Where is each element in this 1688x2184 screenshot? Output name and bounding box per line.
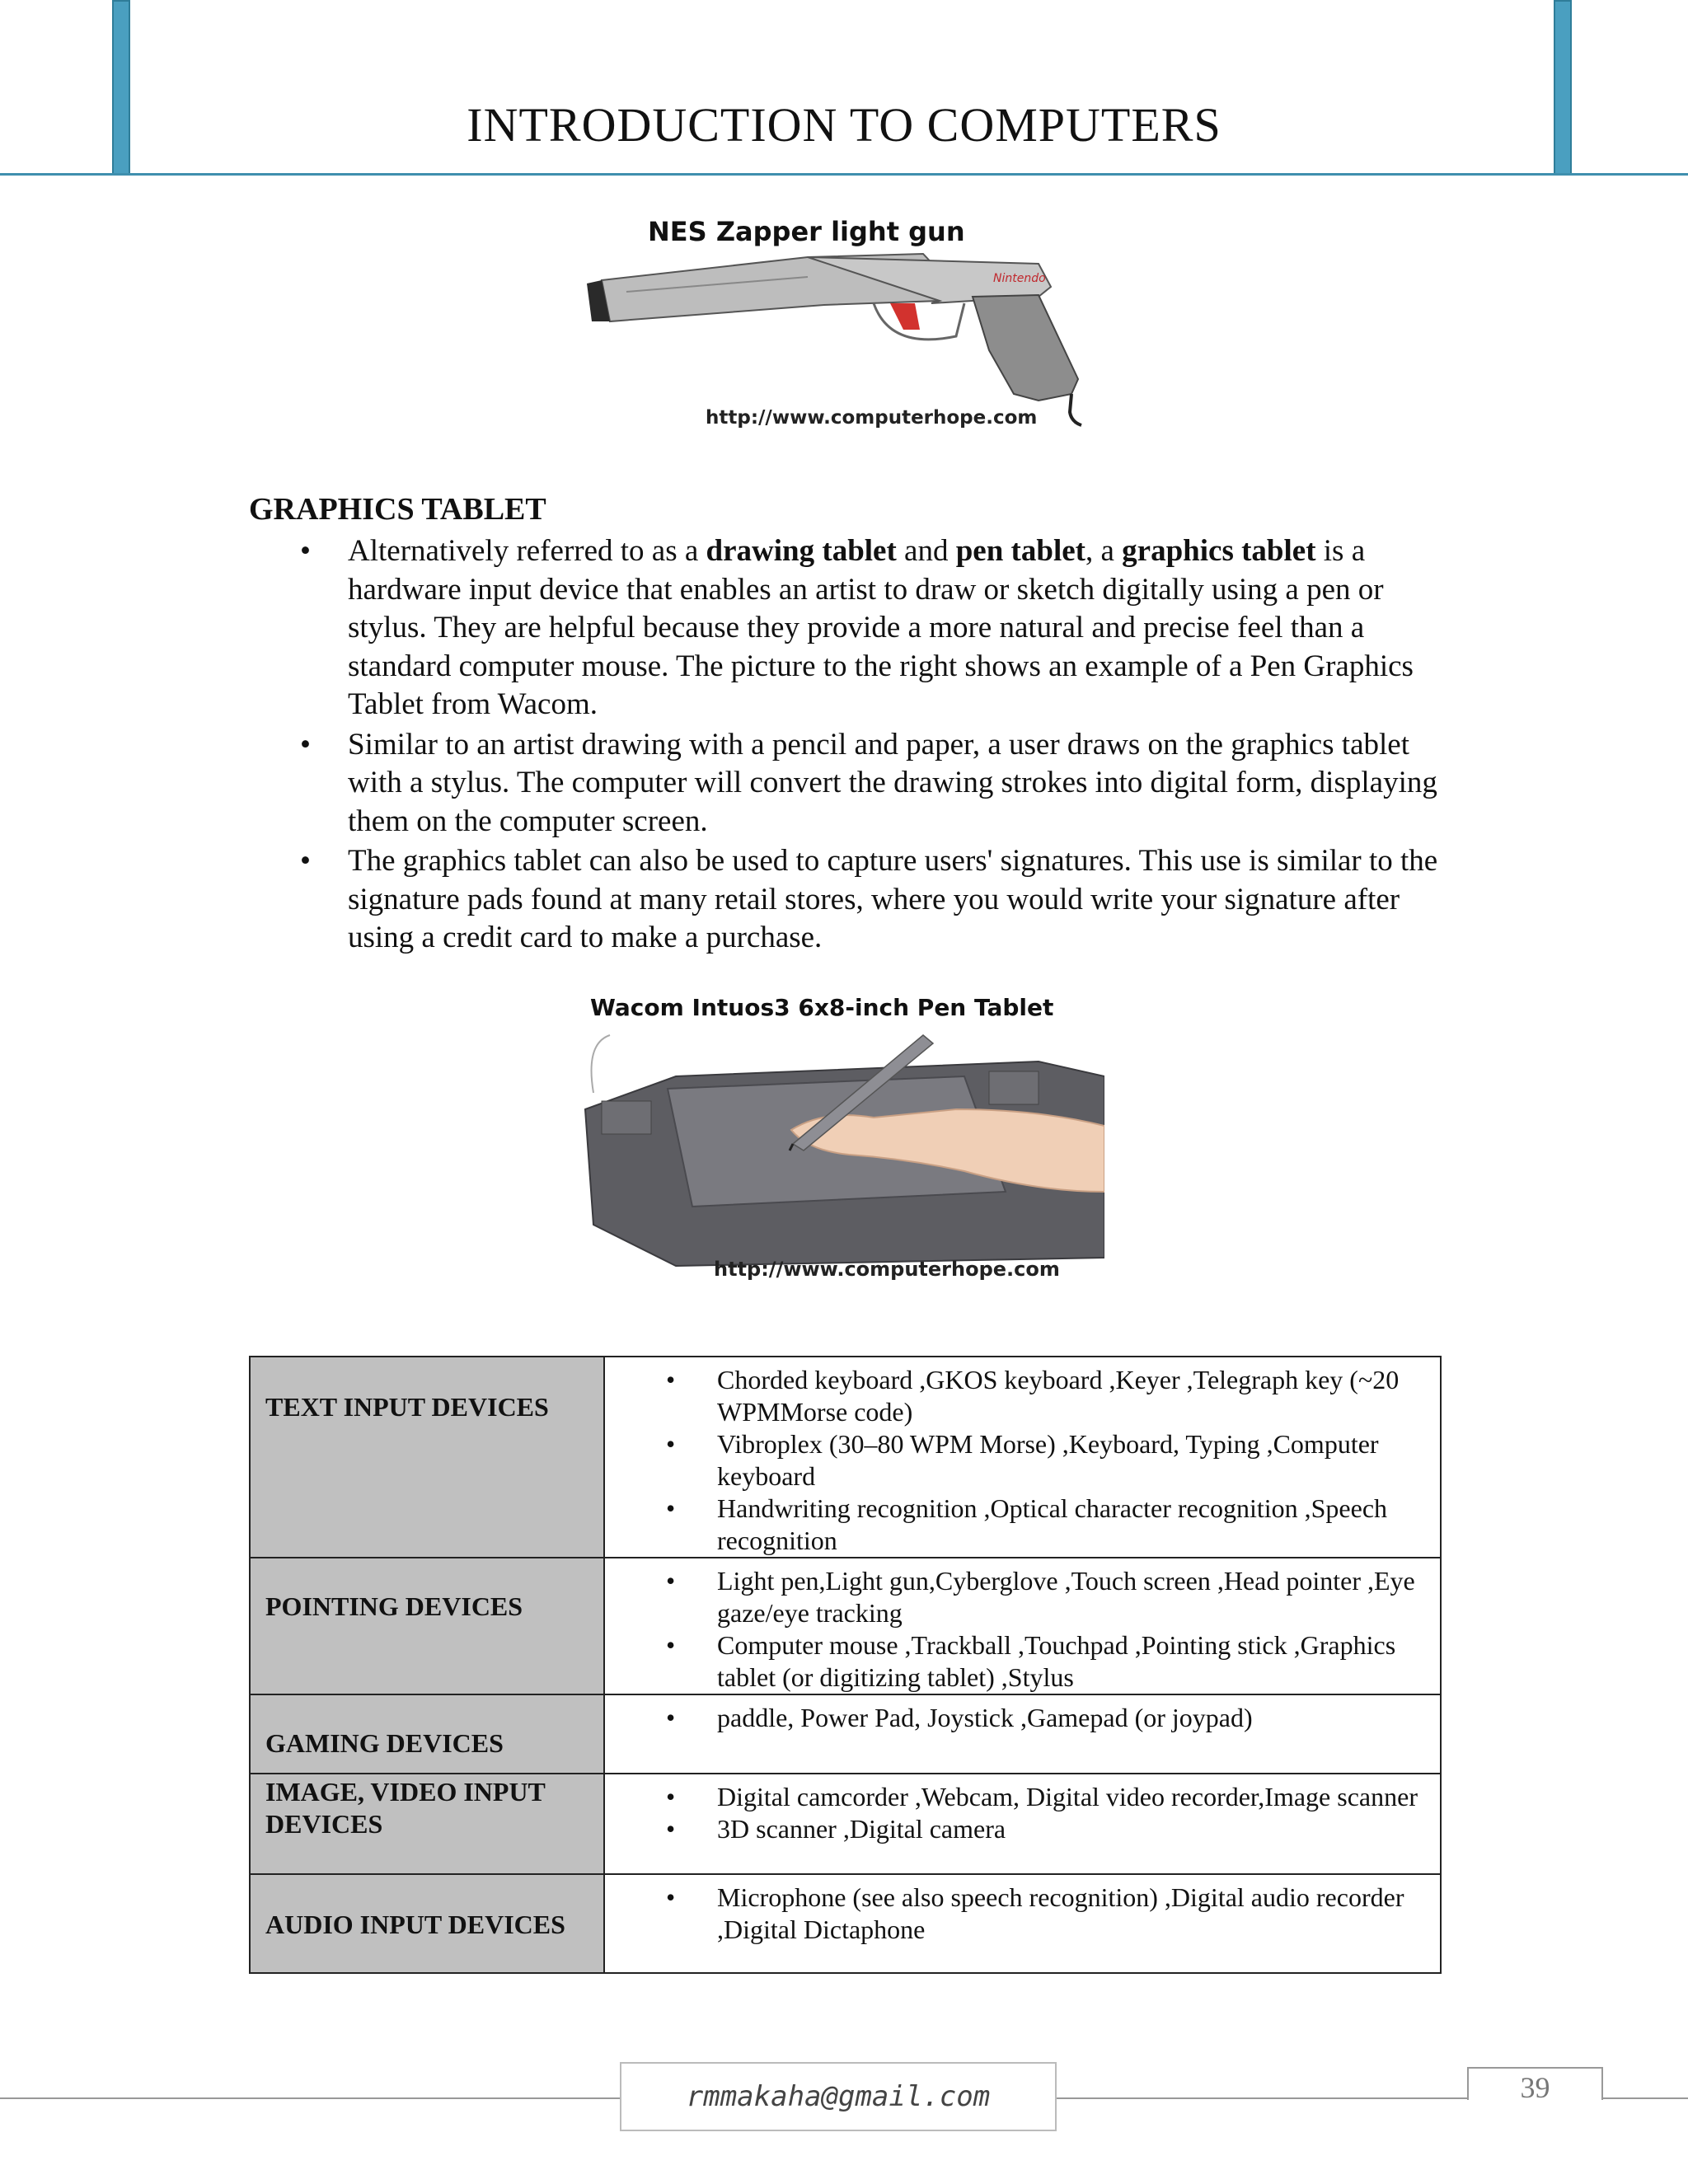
list-item: • Chorded keyboard ,GKOS keyboard ,Keyer ,Telegraph key (~20 WPMMorse code) [666, 1365, 1400, 1427]
nintendo-logo-text: Nintendo [993, 272, 1046, 285]
table-row [250, 1357, 1441, 1558]
input-devices-table [249, 1356, 1442, 1974]
category-cell: GAMING DEVICES [250, 1694, 604, 1774]
footer-rule-mid [1057, 2097, 1467, 2099]
tablet-url: http://www.computerhope.com [714, 1258, 1060, 1281]
bullet-item [249, 532, 1452, 724]
category-cell: POINTING DEVICES [250, 1558, 604, 1694]
zapper-caption: NES Zapper light gun [648, 216, 965, 247]
list-item: • Vibroplex (30–80 WPM Morse) ,Keyboard, Typing ,Computer keyboard [666, 1429, 1379, 1491]
list-item: • paddle, Power Pad, Joystick ,Gamepad (or joypad) [666, 1703, 1253, 1732]
tablet-caption: Wacom Intuos3 6x8-inch Pen Tablet [590, 994, 1054, 1021]
list-item: • Digital camcorder ,Webcam, Digital video recorder,Image scanner [666, 1782, 1418, 1811]
items-cell [604, 1874, 1441, 1973]
bullet-item [249, 842, 1452, 958]
bullet-dot: • [300, 844, 311, 878]
category-cell: TEXT INPUT DEVICES [250, 1357, 604, 1558]
tablet-figure [577, 986, 1104, 1282]
zapper-figure [577, 206, 1104, 445]
list-item: • Microphone (see also speech recognition) ,Digital audio recorder ,Digital Dictaphone [666, 1882, 1404, 1944]
bullet-dot: • [300, 534, 311, 568]
header-rule [0, 173, 1688, 176]
category-cell: IMAGE, VIDEO INPUT DEVICES [250, 1774, 604, 1874]
table-row [250, 1694, 1441, 1774]
pen-tablet-image [577, 986, 1104, 1282]
bullet-text: The graphics tablet can also be used to capture users' signatures. This use is similar to the signature pads found at many retail stores, where you would write your signature after using a credit card to make a purchase. [348, 844, 1438, 954]
bullet-text: Similar to an artist drawing with a pencil and paper, a user draws on the graphics tablet with a stylus. The computer will convert the drawing strokes into digital form, displaying them on the computer screen. [348, 727, 1437, 838]
category-cell: AUDIO INPUT DEVICES [250, 1874, 604, 1973]
section-title: GRAPHICS TABLET [249, 492, 546, 527]
table-row [250, 1558, 1441, 1694]
bullet-text: Alternatively referred to as a drawing tablet and pen tablet, a graphics tablet is a hardware input device that enables an artist to draw or sketch digitally using a pen or stylus. They are helpful because they provide a more natural and precise feel than a standard computer mouse. The picture to the right shows an example of a Pen Graphics Tablet from Wacom. [348, 534, 1414, 721]
bullet-item [249, 726, 1452, 841]
zapper-url: http://www.computerhope.com [706, 407, 1038, 429]
items-cell [604, 1357, 1441, 1558]
list-item: • Computer mouse ,Trackball ,Touchpad ,Pointing stick ,Graphics tablet (or digitizing tablet) ,Stylus [666, 1630, 1396, 1692]
table-row [250, 1874, 1441, 1973]
items-cell [604, 1694, 1441, 1774]
footer-rule-right [1603, 2097, 1688, 2099]
bullet-dot: • [300, 727, 311, 762]
list-item: • Light pen,Light gun,Cyberglove ,Touch screen ,Head pointer ,Eye gaze/eye tracking [666, 1566, 1415, 1628]
footer-email: rmmakaha@gmail.com [686, 2080, 991, 2113]
page-number: 39 [1520, 2071, 1550, 2104]
list-item: • Handwriting recognition ,Optical character recognition ,Speech recognition [666, 1493, 1388, 1555]
footer-rule-left [0, 2097, 620, 2099]
items-cell [604, 1774, 1441, 1874]
page-title: INTRODUCTION TO COMPUTERS [467, 98, 1221, 152]
section-bullets [249, 532, 1452, 959]
list-item: • 3D scanner ,Digital camera [666, 1814, 1006, 1844]
table-row [250, 1774, 1441, 1874]
items-cell [604, 1558, 1441, 1694]
